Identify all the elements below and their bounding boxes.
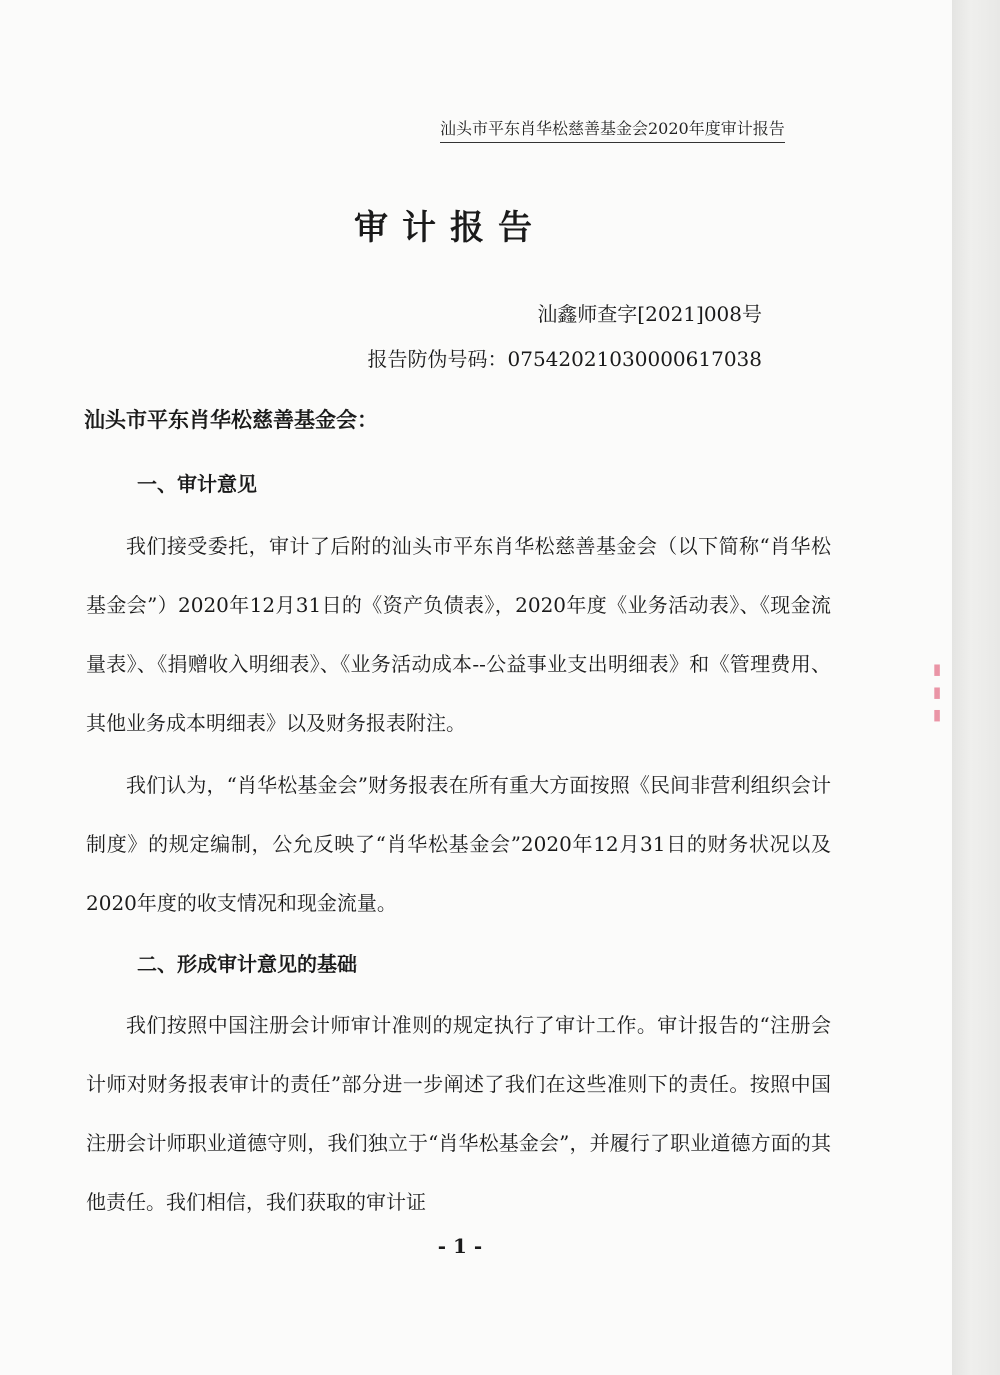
addressee: 汕头市平东肖华松慈善基金会：	[84, 407, 378, 432]
page-edge-shadow	[952, 0, 1000, 1375]
paragraph-basis-for-opinion: 我们按照中国注册会计师审计准则的规定执行了审计工作。审计报告的“注册会计师对财务报表审计的责任”部分进一步阐述了我们在这些准则下的责任。按照中国注册会计师职业道德守则，我们独立于“肖华松基金会”，并履行了职业道德方面的其他责任。我们相信，我们获取的审计证	[86, 1013, 831, 1214]
running-header: 汕头市平东肖华松慈善基金会2020年度审计报告	[440, 116, 785, 143]
document-title: 审计报告	[354, 208, 546, 248]
paragraph-audit-opinion: 我们认为，“肖华松基金会”财务报表在所有重大方面按照《民间非营利组织会计制度》的规定编制，公允反映了“肖华松基金会”2020年12月31日的财务状况以及2020年度的收支情况和现金流量。	[86, 773, 831, 915]
section-heading-basis-for-opinion: 二、形成审计意见的基础	[137, 952, 357, 976]
seal-stamp-fragment: ▮ ▮ ▮	[928, 660, 946, 724]
anti-counterfeit-code: 报告防伪号码：07542021030000617038	[367, 347, 762, 371]
paragraph-audit-scope: 我们接受委托，审计了后附的汕头市平东肖华松慈善基金会（以下简称“肖华松基金会”）2020年12月31日的《资产负债表》，2020年度《业务活动表》、《现金流量表》、《捐赠收入明细表》、《业务活动成本--公益事业支出明细表》和《管理费用、其他业务成本明细表》以及财务报表附注。	[86, 534, 831, 735]
section-heading-audit-opinion: 一、审计意见	[137, 472, 257, 496]
page-number: - 1 -	[437, 1234, 483, 1258]
reference-number: 汕鑫师查字[2021]008号	[537, 302, 762, 326]
